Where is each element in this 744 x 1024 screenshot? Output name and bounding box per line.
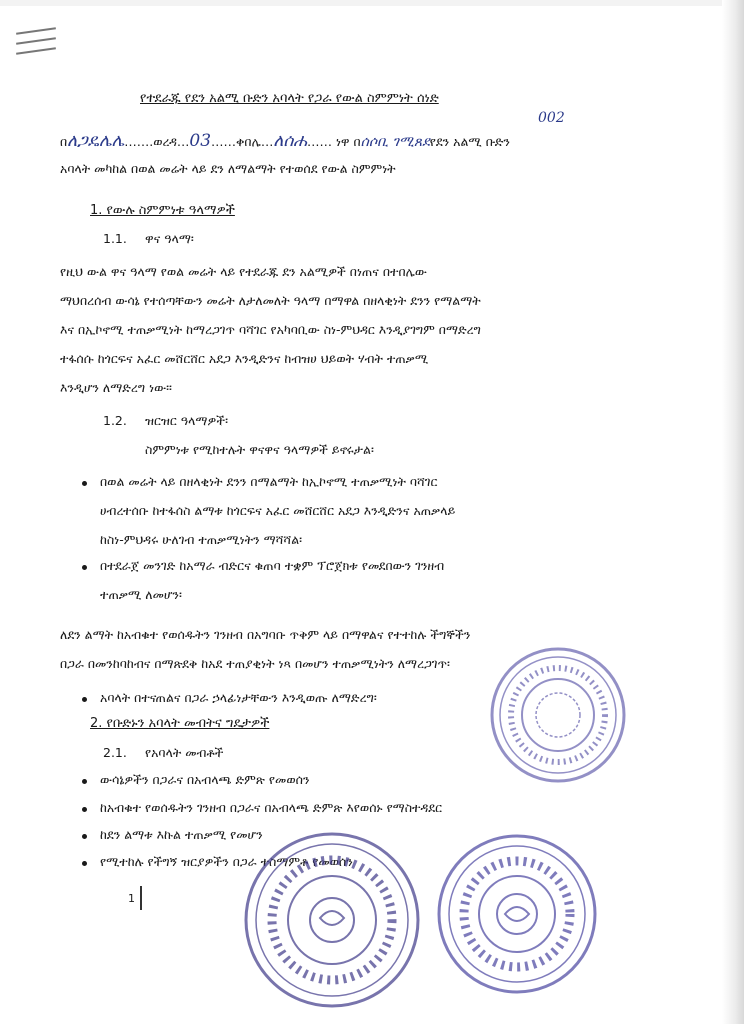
para2-line: ለደን ልማት ከአብቁተ የወሰዱትን ገንዘብ በአግባቡ ጥቅም ላይ በማዋልና የተተከሉ ችግኞችን xyxy=(60,627,471,642)
rights-bullet: ውሳኔዎችን በጋራና በአብላጫ ድምጽ የመወሰን xyxy=(100,772,310,787)
intro-line-2: አባላት መካከል በወል መሬት ላይ ደን ለማልማት የተወሰደ የውል ስምምነት xyxy=(60,161,396,176)
bullet-dot xyxy=(82,807,87,812)
round-seal-stamp xyxy=(488,645,628,785)
para1-line: እንዲሆን ለማድረግ ነው፡፡ xyxy=(60,380,172,395)
section-1-2-number: 1.2. xyxy=(103,413,127,428)
section-2-1-title: የአባላት መብቶች xyxy=(145,745,224,760)
round-seal-stamp xyxy=(240,828,425,1013)
para1-line: ማህበረሰብ ውሳኔ የተሰጣቸውን መሬት ለታለመለት ዓላማ በማዋል በዘላቂነት ደንን የማልማት xyxy=(60,293,481,308)
section-1-1-number: 1.1. xyxy=(103,231,127,246)
document-title: የተደራጁ የደን አልሚ ቡድን አባላት የጋራ የውል ስምምነት ሰነድ xyxy=(140,91,439,106)
intro-line-1: በለጋዴሌሌ…….ወረዳ…03……ቀበሌ…ለሰሐ…… ነዋ በሰሶቢ ገሚጸደየደን አልሚ ቡድን xyxy=(60,131,510,151)
kebele-handwritten: ለሰሐ xyxy=(273,131,307,151)
section-1-1-title: ዋና ዓላማ፡ xyxy=(145,231,194,246)
section-1-2-intro: ስምምነቱ የሚከተሉት ዋናዋና ዓላማዎች ይኖሩታል፡ xyxy=(145,442,374,457)
section-1-2-title: ዝርዝር ዓላማዎች፡ xyxy=(145,413,229,428)
scan-right-edge xyxy=(722,0,744,1024)
para2-line: በጋራ በመንከባከብና በማጽደቅ ከአደ ተጠያቂነት ነጻ በመሆን ተጠቃሚነትን ለማረጋገጥ፡ xyxy=(60,656,450,671)
bullet-2-line: ተጠቃሚ ለመሆን፡ xyxy=(100,587,182,602)
bullet-dot xyxy=(82,697,87,702)
rights-bullet: ከደን ልማቱ እኩል ተጠቃሚ የመሆን xyxy=(100,827,263,842)
punch-mark xyxy=(16,37,56,45)
handwritten-number: 002 xyxy=(538,110,565,126)
section-1-heading: 1. የውሉ ስምምነቱ ዓላማዎች xyxy=(90,203,235,218)
bullet-3-line: አባላት በተናጠልና በጋራ ኃላፊነታቸውን እንዲወጡ ለማድረግ፡ xyxy=(100,690,377,705)
group-handwritten: ሰሶቢ ገሚጸደ xyxy=(360,134,430,150)
punch-mark xyxy=(16,47,56,55)
bullet-dot xyxy=(82,834,87,839)
bullet-dot xyxy=(82,481,87,486)
woreda-handwritten: 03 xyxy=(189,131,212,151)
rights-bullet: የሚተከሉ የችግኝ ዝርያዎችን በጋራ ተስማምቶ የመወሰን xyxy=(100,854,353,869)
bullet-1-line: ከስነ-ምህዳሩ ሁለገብ ተጠቃሚነትን ማሻሻል፡ xyxy=(100,532,303,547)
bullet-1-line: በወል መሬት ላይ በዘላቂነት ደንን በማልማት ከኢኮኖሚ ተጠቃሚነት ባሻገር xyxy=(100,474,438,489)
round-seal-stamp xyxy=(435,832,600,997)
scan-top-edge xyxy=(0,0,744,6)
section-2-heading: 2. የቡድኑን አባላት መብትና ግዴታዎች xyxy=(90,716,270,731)
para1-line: ተፋሰሱ ከጎርፍና አፈር መሸርሸር አደጋ እንዲድንና ከብዝሀ ህይወት ሃብት ተጠቃሚ xyxy=(60,351,429,366)
para1-line: የዚህ ውል ዋና ዓላማ የወል መሬት ላይ የተደራጁ ደን አልሚዎች በነጠና በተበሌው xyxy=(60,264,427,279)
page-number: 1 xyxy=(128,892,135,905)
section-2-1-number: 2.1. xyxy=(103,745,127,760)
page-number-bar xyxy=(140,886,142,910)
punch-mark xyxy=(16,27,56,35)
bullet-dot xyxy=(82,779,87,784)
zone-handwritten: ለጋዴሌሌ xyxy=(67,131,125,151)
bullet-2-line: በተደራጀ መንገድ ከአማራ ብድርና ቁጠባ ተቋም ፕሮጀክቱ የመደበውን ገንዘብ xyxy=(100,558,445,573)
bullet-1-line: ሀብረተሰቡ ከተፋሰስ ልማቱ ከጎርፍና አፈር መሸርሸር አደጋ እንዲድንና አጠቃላይ xyxy=(100,503,456,518)
para1-line: እና በኢኮኖሚ ተጠቃሚነት ከማረጋገጥ ባሻገር የአካባቢው ስነ-ምህዳር እንዲያገግም በማድረግ xyxy=(60,322,481,337)
bullet-dot xyxy=(82,861,87,866)
bullet-dot xyxy=(82,565,87,570)
rights-bullet: ከአብቁተ የወሰዱትን ገንዘብ በጋራና በአብላጫ ድምጽ እየወሰኑ የማስተዳደር xyxy=(100,800,443,815)
